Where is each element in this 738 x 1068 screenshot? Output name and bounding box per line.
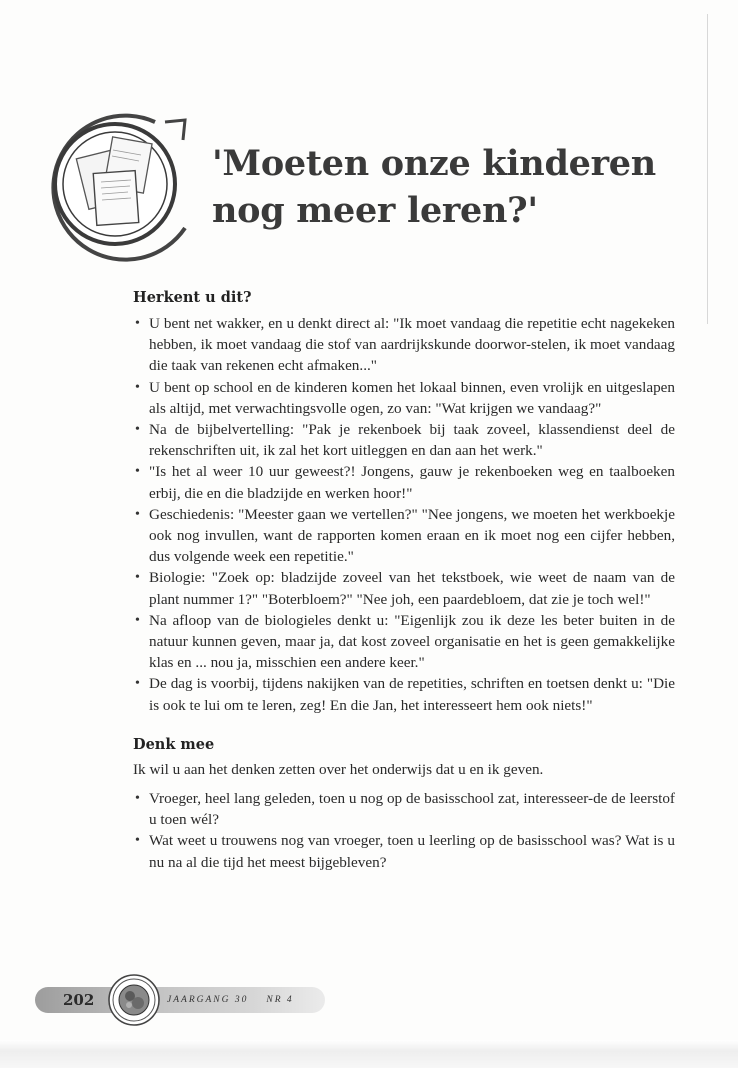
section-intro: Ik wil u aan het denken zetten over het onderwijs dat u en ik geven.: [133, 760, 544, 778]
section-heading-herkent: Herkent u dit?: [133, 289, 252, 306]
title-line-1: 'Moeten onze kinderen: [212, 143, 656, 184]
footer-issue-info: [167, 987, 294, 1013]
footer-emblem-icon: [105, 972, 163, 1028]
section-heading-denk-mee: Denk mee: [133, 735, 215, 753]
bullet-list-herkent: [133, 313, 675, 716]
papers-emblem-icon: [35, 100, 195, 270]
section-denk-mee: [133, 734, 675, 873]
list-item: • Wat weet u trouwens nog van vroeger, toen u leerling op de basisschool was? Wat is u nu na al die tijd het meest bijgebleven?: [133, 830, 675, 872]
list-item: • Geschiedenis: "Meester gaan we vertellen?" "Nee jongens, we moeten het werkboekje ook nog invullen, want de rapporten komen eraan en ik moet nog een cijfer hebben, dus volgende week een repetitie.": [133, 504, 675, 568]
list-item: • "Is het al weer 10 uur geweest?! Jongens, gauw je rekenboeken weg en taalboeken erbij, die en die bladzijde en werken hoor!": [133, 461, 675, 503]
bullet-list-denk-mee: [133, 788, 675, 873]
list-item: • U bent op school en de kinderen komen het lokaal binnen, even vrolijk en uitgeslapen als altijd, met verwachtingsvolle ogen, zo van: "Wat krijgen we vandaag?": [133, 377, 675, 419]
list-item: • Na de bijbelvertelling: "Pak je rekenboek bij taak zoveel, klassendienst deel de rekenschriften uit, ik zal het kort uitleggen en dan aan het werk.": [133, 419, 675, 461]
list-item: • Na afloop van de biologieles denkt u: "Eigenlijk zou ik deze les beter buiten in de natuur kunnen geven, maar ja, dat kost zoveel organisatie en het is geen gemakkelijke klas en ... nou ja, misschien een andere keer.": [133, 610, 675, 674]
footer-nr: NR 4: [266, 995, 294, 1005]
page-title: [212, 140, 702, 234]
list-item: • De dag is voorbij, tijdens nakijken van de repetities, schriften en toetsen denkt u: "Die is ook te lui om te leren, zeg! En die Jan, het interesseert hem ook niets!": [133, 673, 675, 715]
footer-jaargang: JAARGANG 30: [167, 995, 249, 1005]
scan-bottom-edge: [0, 1040, 738, 1068]
list-item: • U bent net wakker, en u denkt direct al: "Ik moet vandaag die repetitie echt nagekeken hebben, ik moet vandaag die stof van aardrijkskunde doorwor-stelen, ik moet vandaag die taak van rekenen echt afmaken...": [133, 313, 675, 377]
list-item: • Vroeger, heel lang geleden, toen u nog op de basisschool zat, interesseer-de de leerstof u toen wél?: [133, 788, 675, 830]
page-footer: [35, 972, 335, 1032]
article-body: [133, 287, 675, 873]
list-item: • Biologie: "Zoek op: bladzijde zoveel van het tekstboek, wie weet de naam van de plant nummer 1?" "Boterbloem?" "Nee joh, een paardebloem, dat zie je toch wel!": [133, 567, 675, 609]
page-number: 202: [63, 991, 95, 1009]
title-line-2: nog meer leren?': [212, 190, 538, 231]
page-edge-line: [707, 14, 708, 324]
